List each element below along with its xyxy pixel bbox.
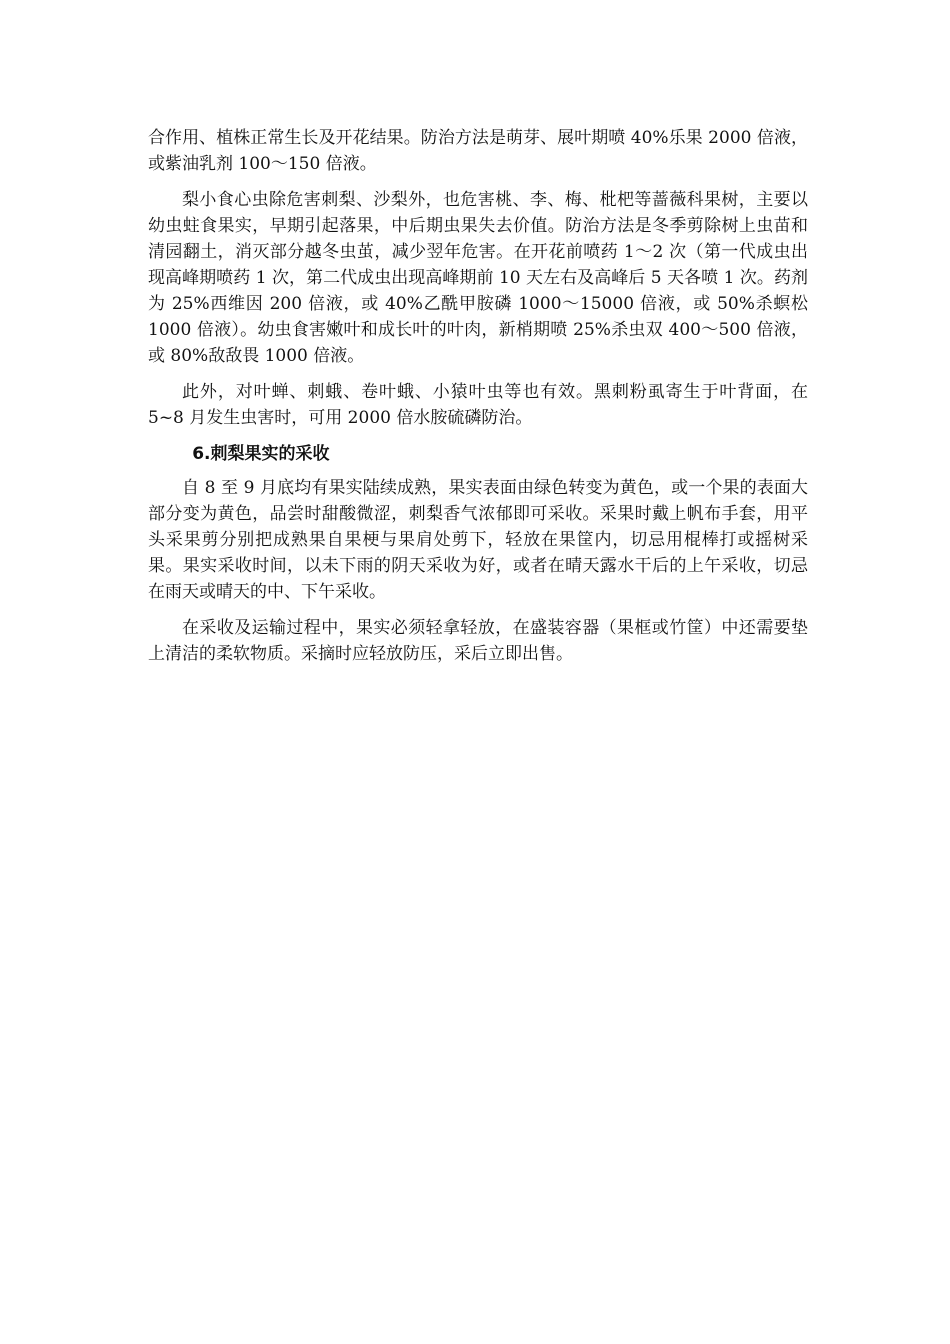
paragraph-pear-borer: 梨小食心虫除危害刺梨、沙梨外，也危害桃、李、梅、枇杷等蔷薇科果树，主要以幼虫蛀食果实，早期引起落果，中后期虫果失去价值。防治方法是冬季剪除树上虫苗和清园翻土，消灭部分越冬虫茧，减少翌年危害。在开花前喷药 1～2 次（第一代成虫出现高峰期喷药 1 次，第二代成虫出现高峰期前 10 天左右及高峰后 5 天各喷 1 次。药剂为 25%西维因 200 倍液，或 40%乙酰甲胺磷 1000～15000 倍液，或 50%杀螟松 1000 倍液）。幼虫食害嫩叶和成长叶的叶肉，新梢期喷 25%杀虫双 400～500 倍液，或 80%敌敌畏 1000 倍液。 — [148, 190, 808, 366]
paragraph-continued: 合作用、植株正常生长及开花结果。防治方法是萌芽、展叶期喷 40%乐果 2000 倍液，或紫油乳剂 100～150 倍液。 — [148, 128, 808, 174]
paragraph-harvest-timing: 自 8 至 9 月底均有果实陆续成熟，果实表面由绿色转变为黄色，或一个果的表面大部分变为黄色，品尝时甜酸微涩，刺梨香气浓郁即可采收。采果时戴上帆布手套，用平头采果剪分别把成熟果自果梗与果肩处剪下，轻放在果筐内，切忌用棍棒打或摇树采果。果实采收时间，以未下雨的阴天采收为好，或者在晴天露水干后的上午采收，切忌在雨天或晴天的中、下午采收。 — [148, 478, 808, 602]
paragraph-other-pests: 此外，对叶蝉、刺蛾、卷叶蛾、小猿叶虫等也有效。黑刺粉虱寄生于叶背面，在 5~8 月发生虫害时，可用 2000 倍水胺硫磷防治。 — [148, 382, 808, 428]
section-heading: 6.刺梨果实的采收 — [192, 444, 330, 464]
paragraph-transport: 在采收及运输过程中，果实必须轻拿轻放，在盛装容器（果框或竹筐）中还需要垫上清洁的柔软物质。采摘时应轻放防压，采后立即出售。 — [148, 618, 808, 664]
document-body — [148, 125, 808, 677]
